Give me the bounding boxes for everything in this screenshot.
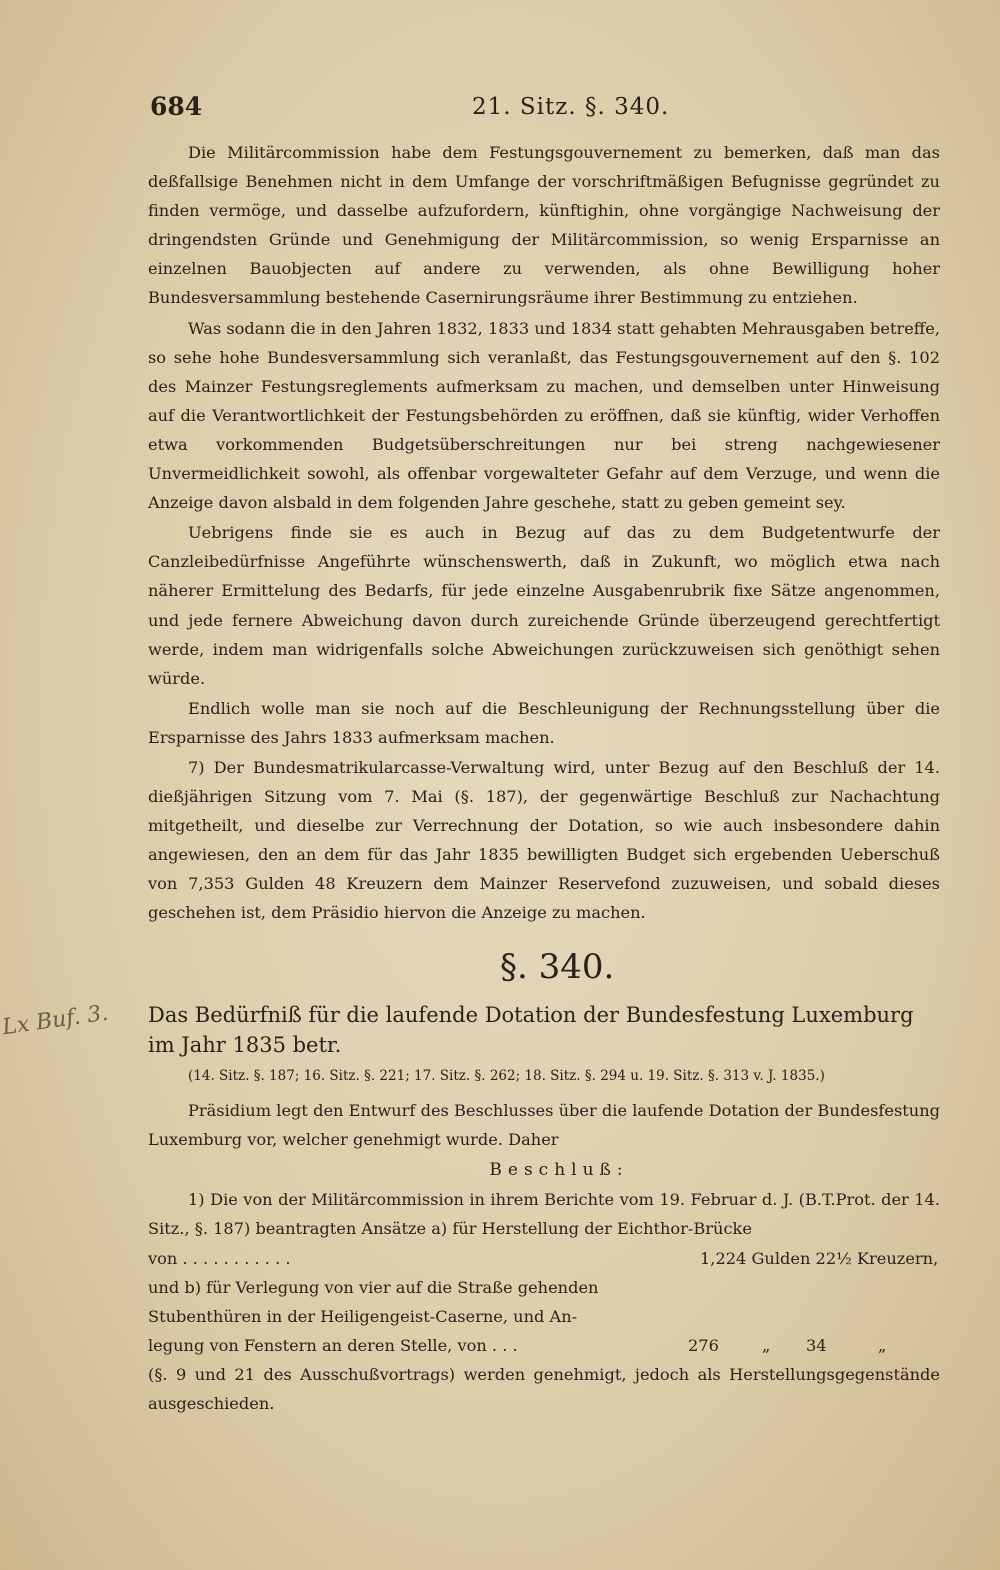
amount-row-a: [148, 1244, 940, 1273]
item-1b-line: [148, 1302, 940, 1331]
intro-paragraph: Präsidium legt den Entwurf des Beschlusses über die laufende Dotation der Bundesfestung Luxemburg vor, welcher genehmigt wurde. Daher: [148, 1101, 940, 1150]
paragraph: Uebrigens finde sie es auch in Bezug auf das zu dem Budgetentwurfe der Canzleibedürfnisse Angeführte wünschenswerth, daß in Zukunft, wo möglich etwa nach näherer Ermittelung des Bedarfs, für jede einzelne Ausgabenrubrik fixe Sätze angenommen, und jede fernere Abweichung davon durch zureichende Gründe überzeugend gerechtfertigt werde, indem man widrigenfalls solche Abweichungen zurückzuweisen sich genöthigt sehen würde.: [148, 523, 940, 688]
resolution-block: [148, 1096, 940, 1420]
amount-kreuzer: 34: [806, 1336, 827, 1356]
ditto-mark: „: [878, 1336, 887, 1356]
item-1b-text: Stubenthüren in der Heiligengeist-Caserne, und An-: [148, 1307, 578, 1327]
page-header: [150, 92, 950, 126]
amount-row-b: [148, 1331, 940, 1360]
section-title: Das Bedürfniß für die laufende Dotation der Bundesfestung Luxemburg im Jahr 1835 betr.: [148, 1003, 914, 1057]
handwritten-margin-note: Lx Buf. 3.: [0, 1000, 110, 1041]
amount-value: 1,224 Gulden 22½ Kreuzern,: [700, 1249, 939, 1269]
closing-paragraph: (§. 9 und 21 des Ausschußvortrags) werden genehmigt, jedoch als Herstellungsgegenstände ausgeschieden.: [148, 1365, 940, 1414]
body-text: [148, 138, 940, 929]
paragraph: Endlich wolle man sie noch auf die Beschleunigung der Rechnungsstellung über die Ersparnisse des Jahrs 1833 aufmerksam machen.: [148, 698, 940, 747]
page-number: 684: [150, 92, 203, 121]
amount-row-label: von . . . . . . . . . . .: [148, 1249, 291, 1269]
amount-gulden: 276: [688, 1336, 719, 1356]
item-1b-line: [148, 1273, 940, 1302]
paragraph: 7) Der Bundesmatrikularcasse-Verwaltung wird, unter Bezug auf den Beschluß der 14. dießjährigen Sitzung vom 7. Mai (§. 187), der gegenwärtige Beschluß zur Nachachtung mitgetheilt, und dieselbe zur Verrechnung der Dotation, so wie auch insbesondere dahin angewiesen, den an dem für das Jahr 1835 bewilligten Budget sich ergebenden Ueberschuß von 7,353 Gulden 48 Kreuzern dem Mainzer Reservefond zuzuweisen, und sobald dieses geschehen ist, dem Präsidio hiervon die Anzeige zu machen.: [148, 757, 940, 923]
paragraph: Die Militärcommission habe dem Festungsgouvernement zu bemerken, daß man das deßfallsige Benehmen nicht in dem Umfange der vorschriftmäßigen Befugnisse gegründet zu finden vermöge, und dasselbe aufzufordern, künftighin, ohne vorgängige Nachweisung der dringendsten Gründe und Genehmigung der Militärcommission, so wenig Ersparnisse an einzelnen Bauobjecten auf andere zu verwenden, als ohne Bewilligung hoher Bundesversammlung bestehende Casernirungsräume ihrer Bestimmung zu entziehen.: [148, 143, 940, 308]
item-1b-text: legung von Fenstern an deren Stelle, von . . .: [148, 1336, 518, 1356]
running-head: 21. Sitz. §. 340.: [472, 94, 670, 120]
paragraph: Was sodann die in den Jahren 1832, 1833 und 1834 statt gehabten Mehrausgaben betreffe, so sehe hohe Bundesversammlung sich veranlaßt, das Festungsgouvernement auf den §. 102 des Mainzer Festungsreglements aufmerksam zu machen, und demselben unter Hinweisung auf die Verantwortlichkeit der Festungsbehörden zu eröffnen, daß sie künftig, wider Verhoffen etwa vorkommenden Budgetsüberschreitungen nur bei streng nachgewiesener Unvermeidlichkeit sowohl, als offenbar vorgewalteter Gefahr auf dem Verzuge, und wenn die Anzeige davon alsbald in dem folgenden Jahre geschehe, statt zu geben gemeint sey.: [148, 318, 940, 513]
item-1-text: 1) Die von der Militärcommission in ihrem Berichte vom 19. Februar d. J. (B.T.Prot. der 14. Sitz., §. 187) beantragten Ansätze a) für Herstellung der Eichthor-Brücke: [148, 1190, 940, 1239]
beschluss-label: Beschluß:: [489, 1160, 629, 1181]
ditto-mark: „: [762, 1336, 771, 1356]
section-number: §. 340.: [500, 947, 615, 987]
section-references: (14. Sitz. §. 187; 16. Sitz. §. 221; 17. Sitz. §. 262; 18. Sitz. §. 294 u. 19. Sitz. §. 313 v. J. 1835.): [188, 1068, 825, 1084]
item-1b-text: und b) für Verlegung von vier auf die Straße gehenden: [148, 1278, 599, 1298]
